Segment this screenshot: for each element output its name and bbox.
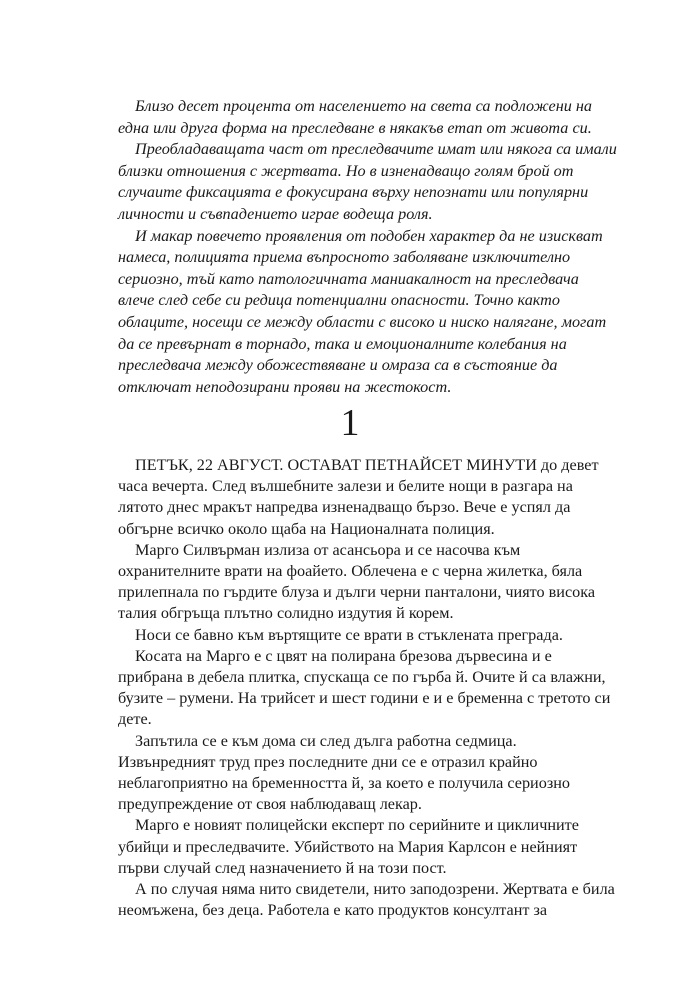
body-paragraph: Запътила се е към дома си след дълга работна седмица. Извънредният труд през последните дни се е отразил крайно неблагоприятно на бременността й, за което е получила сериозно предупреждение от своя наблюдаващ лекар. [118, 731, 570, 814]
body-paragraph: А по случая няма нито свидетели, нито заподозрени. Жертвата е била неомъжена, без деца. Работела е като продуктов консултант за [118, 880, 615, 920]
body-paragraph: Марго Силвърман излиза от асансьора и се насочва към охранителните врати на фоайето. Облечена е с черна жилетка, бяла прилепнала по гърдите блуза и дълги черни панталони, чиято висока талия обгръща плътно солидно издутия й корем. [118, 540, 596, 623]
body-paragraph: Носи се бавно към въртящите се врати в стъклената преграда. [135, 625, 563, 644]
chapter-body [118, 455, 618, 921]
epigraph [118, 96, 618, 398]
body-paragraph: Марго е новият полицейски експерт по серийните и цикличните убийци и преследвачите. Убийството на Мария Карлсон е нейният първи случай след назначението й на този пост. [118, 816, 579, 877]
chapter-number: 1 [340, 402, 360, 444]
body-paragraph: ПЕТЪК, 22 АВГУСТ. ОСТАВАТ ПЕТНАЙСЕТ МИНУТИ до девет часа вечерта. След вълшебните залези и белите нощи в разгара на лятото днес мракът напредва изненадващо бързо. Вече е успял да обгърне всичко около щаба на Националната полиция. [118, 456, 599, 538]
epigraph-paragraph: Преобладаващата част от преследвачите имат или някога са имали близки отношения с жертвата. Но в изненадващо голям брой от случаите фиксацията е фокусирана върху непознати или популярни личности и съвпадението играе водеща роля. [118, 140, 617, 223]
epigraph-paragraph: И макар повечето проявления от подобен характер да не изискват намеса, полицията приема въпросното заболяване изключително сериозно, тъй като патологичната маниакалност на преследвача влече след себе си редица потенциални опасности. Точно както облаците, носещи се между области с високо и ниско налягане, могат да се превърнат в торнадо, така и емоционалните колебания на преследвача между обожествяване и омраза са в състояние да отключат неподозирани прояви на жестокост. [118, 226, 607, 396]
epigraph-paragraph: Близо десет процента от населението на света са подложени на една или друга форма на преследване в някакъв етап от живота си. [118, 97, 593, 137]
body-paragraph: Косата на Марго е с цвят на полирана брезова дървесина и е прибрана в дебела плитка, спускаща се по гърба й. Очите й са влажни, бузите – румени. На трийсет и шест години е и е бременна с третото си дете. [118, 646, 611, 729]
